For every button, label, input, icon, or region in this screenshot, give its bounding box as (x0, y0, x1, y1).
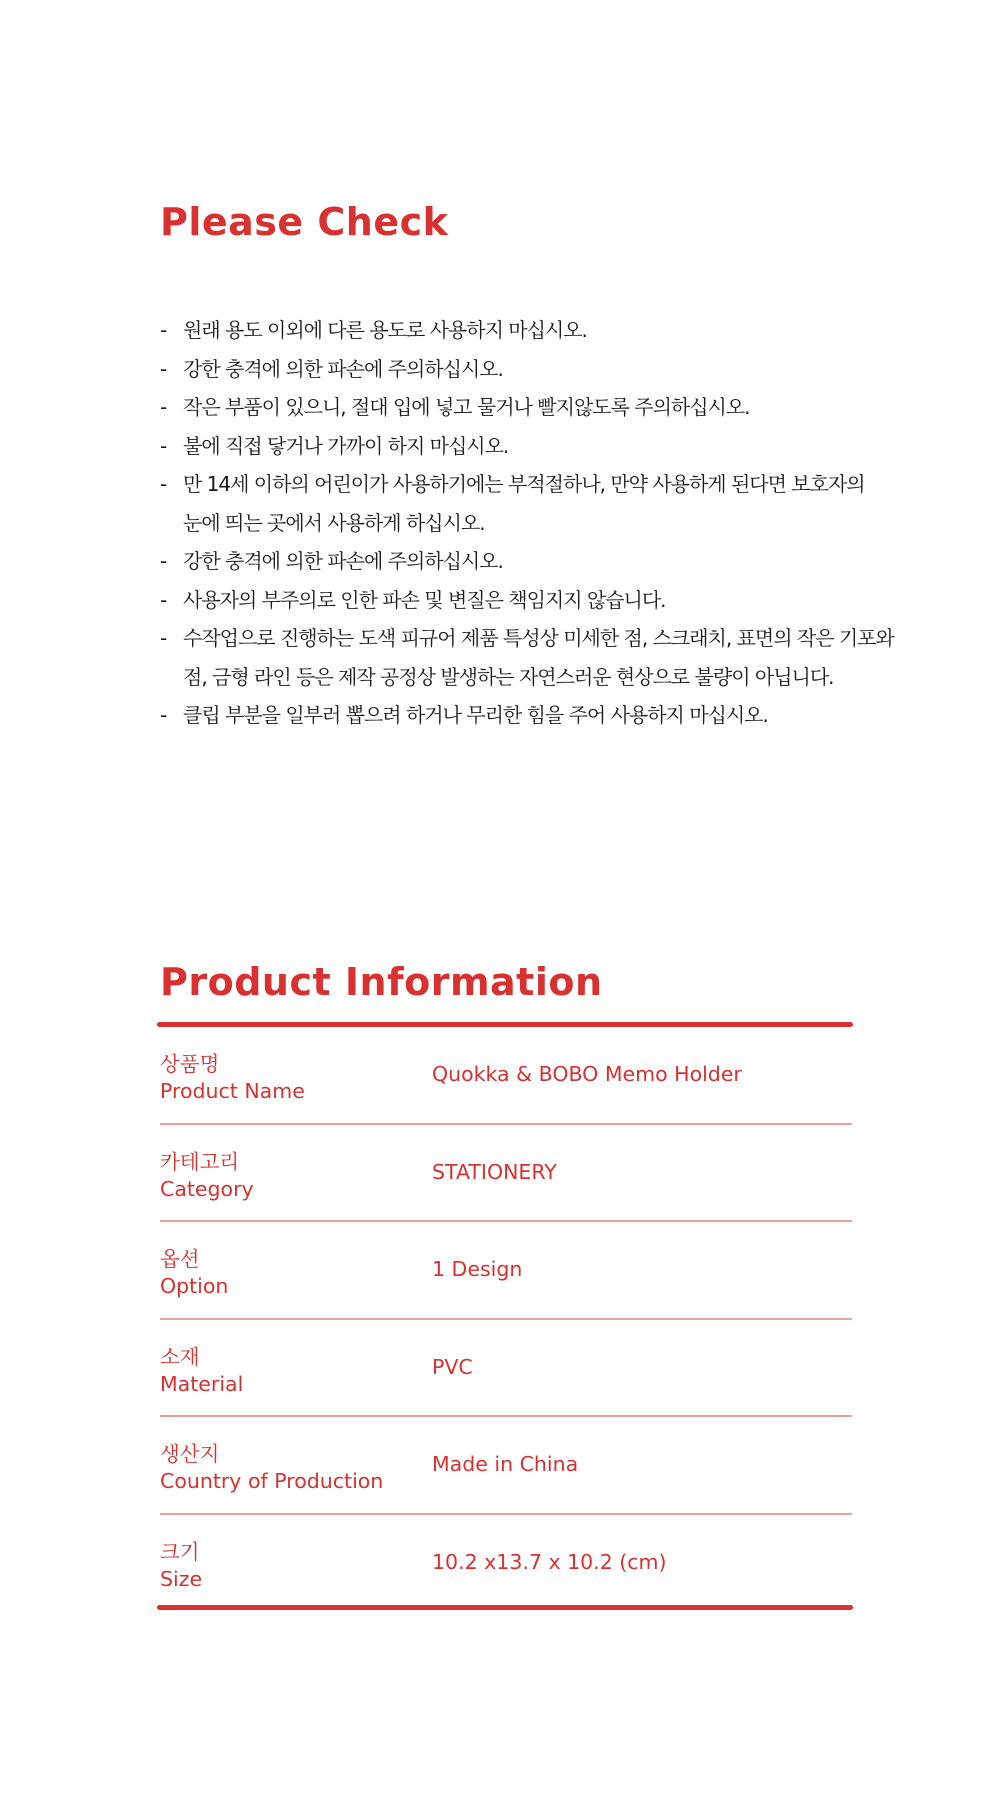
caution-item (160, 427, 880, 466)
dash-bullet: - (160, 356, 167, 381)
row-label-korean: 생산지 (160, 1442, 220, 1466)
caution-item (160, 581, 880, 620)
caution-text: 클립 부분을 일부러 뽑으려 하거나 무리한 힘을 주어 사용하지 마십시오. (183, 703, 768, 727)
row-value: Made in China (432, 1452, 579, 1476)
info-row-option (160, 1222, 852, 1320)
caution-text: 사용자의 부주의로 인한 파손 및 변질은 책임지지 않습니다. (183, 587, 666, 612)
caution-text: 강한 충격에 의한 파손에 주의하십시오. (183, 356, 503, 381)
dash-bullet: - (160, 587, 167, 612)
caution-text: 강한 충격에 의한 파손에 주의하십시오. (183, 549, 503, 573)
row-label-english: Material (160, 1371, 244, 1396)
caution-item (160, 350, 880, 389)
caution-item (160, 619, 894, 696)
info-row-category (160, 1125, 852, 1223)
caution-text: 만 14세 이하의 어린이가 사용하기에는 부적절하나, 만약 사용하게 된다면 보호자의 (183, 472, 865, 496)
caution-list (160, 311, 894, 735)
row-label-korean: 크기 (160, 1539, 200, 1564)
caution-item (160, 388, 880, 427)
row-value: STATIONERY (432, 1159, 557, 1184)
product-info-table (160, 1027, 852, 1612)
caution-text: 작은 부품이 있으니, 절대 입에 넣고 물거나 빨지않도록 주의하십시오. (183, 395, 750, 419)
caution-text: 불에 직접 닿거나 가까이 하지 마십시오. (183, 433, 509, 458)
info-row-product-name (160, 1027, 852, 1125)
caution-item (160, 311, 880, 350)
table-bottom-rule (157, 1605, 853, 1610)
dash-bullet: - (160, 626, 167, 650)
row-label-korean: 옵션 (160, 1247, 200, 1271)
row-value: PVC (432, 1354, 473, 1379)
row-label-english: Category (160, 1176, 254, 1201)
dash-bullet: - (160, 395, 167, 419)
row-value: 1 Design (432, 1257, 523, 1281)
info-row-size (160, 1515, 852, 1613)
row-label-korean: 카테고리 (160, 1149, 240, 1174)
caution-item (160, 542, 880, 581)
row-label-korean: 상품명 (160, 1052, 220, 1076)
dash-bullet: - (160, 549, 167, 573)
caution-item (160, 696, 880, 735)
caution-item (160, 465, 880, 542)
row-label-korean: 소재 (160, 1344, 200, 1369)
info-row-material (160, 1320, 852, 1418)
please-check-title: Please Check (160, 200, 449, 244)
caution-text: 원래 용도 이외에 다른 용도로 사용하지 마십시오. (183, 318, 587, 342)
row-label-english: Size (160, 1566, 203, 1591)
row-label-english: Country of Production (160, 1469, 384, 1493)
dash-bullet: - (160, 703, 167, 727)
caution-text-continued: 점, 금형 라인 등은 제작 공정상 발생하는 자연스러운 현상으로 불량이 아닙니다. (183, 664, 834, 689)
dash-bullet: - (160, 318, 167, 342)
row-value: Quokka & BOBO Memo Holder (432, 1062, 742, 1086)
row-label-english: Option (160, 1274, 229, 1298)
dash-bullet: - (160, 433, 167, 458)
info-row-country (160, 1417, 852, 1515)
dash-bullet: - (160, 472, 167, 496)
row-value: 10.2 x13.7 x 10.2 (cm) (432, 1549, 667, 1574)
caution-text: 수작업으로 진행하는 도색 피규어 제품 특성상 미세한 점, 스크래치, 표면의 작은 기포와 (183, 626, 894, 650)
caution-text-continued: 눈에 띄는 곳에서 사용하게 하십시오. (183, 510, 485, 535)
product-information-title: Product Information (160, 960, 603, 1004)
row-label-english: Product Name (160, 1079, 305, 1103)
